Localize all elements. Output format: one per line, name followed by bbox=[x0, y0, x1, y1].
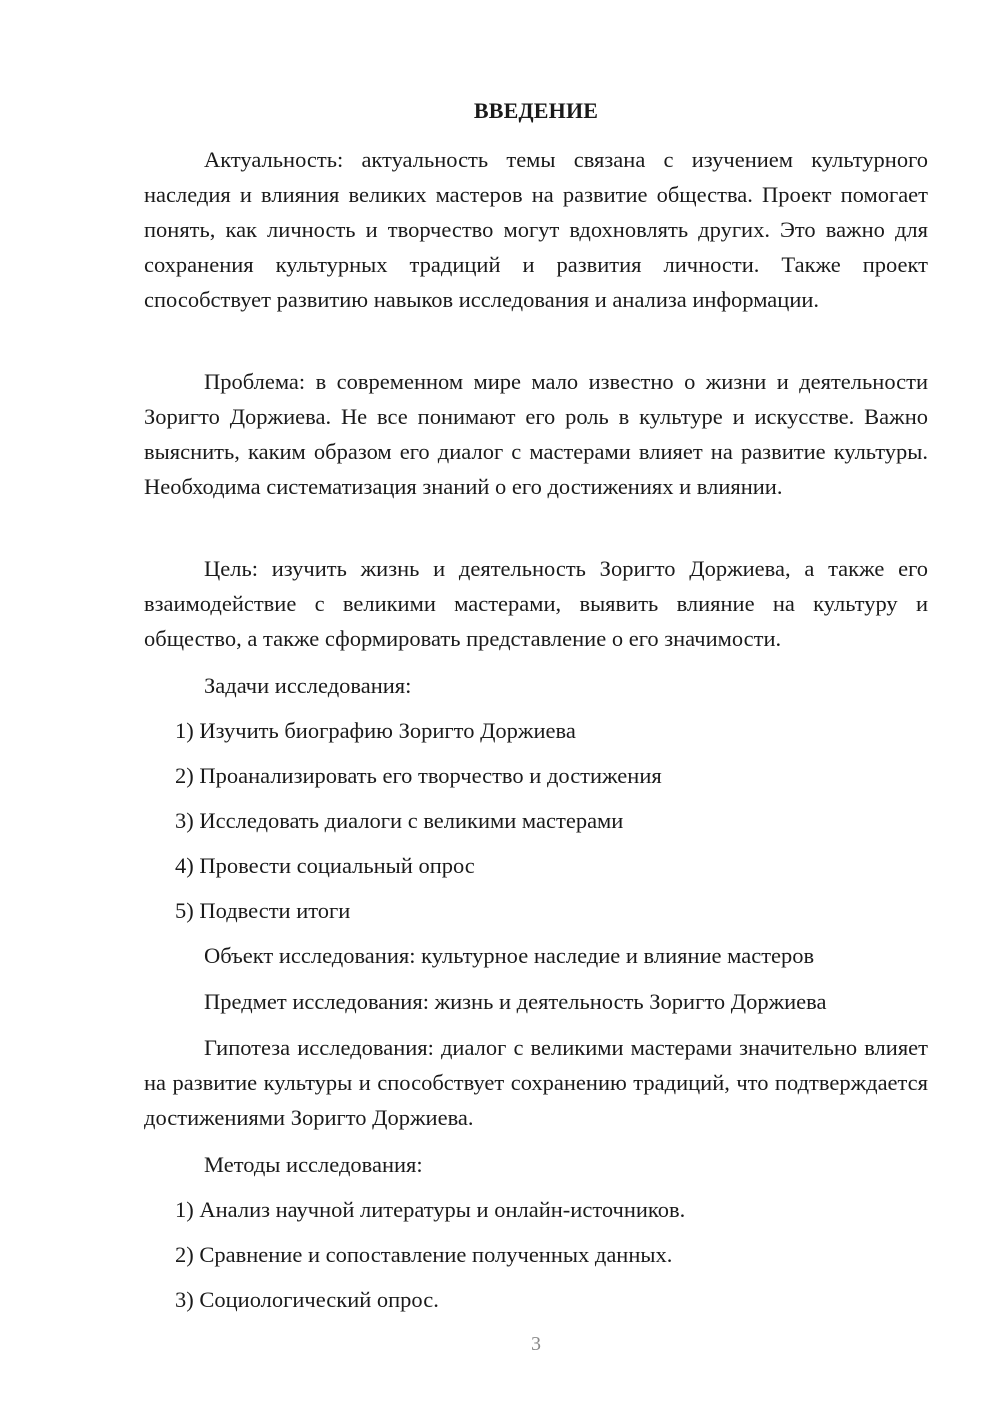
relevance-paragraph: Актуальность: актуальность темы связана с изучением культурного наследия и влияния великих мастеров на развитие общества. Проект помогает понять, как личность и творчество могут вдохновлять других. Это важно для сохранения культурных традиций и развития личности. Также проект способствует развитию навыков исследования и анализа информации. bbox=[144, 147, 928, 312]
page-title: ВВЕДЕНИЕ bbox=[473, 98, 599, 123]
task-item: 1) Изучить биографию Зоригто Доржиева bbox=[175, 718, 576, 743]
task-item: 2) Проанализировать его творчество и достижения bbox=[175, 763, 662, 788]
object-statement: Объект исследования: культурное наследие и влияние мастеров bbox=[204, 943, 815, 968]
page-number: 3 bbox=[531, 1333, 541, 1355]
method-item: 2) Сравнение и сопоставление полученных данных. bbox=[175, 1242, 673, 1267]
method-item: 1) Анализ научной литературы и онлайн-источников. bbox=[175, 1197, 686, 1222]
methods-heading: Методы исследования: bbox=[204, 1152, 423, 1177]
task-item: 4) Провести социальный опрос bbox=[175, 853, 475, 878]
subject-statement: Предмет исследования: жизнь и деятельность Зоригто Доржиева bbox=[204, 989, 827, 1014]
method-item: 3) Социологический опрос. bbox=[175, 1287, 439, 1312]
hypothesis-paragraph: Гипотеза исследования: диалог с великими мастерами значительно влияет на развитие культуры и способствует сохранению традиций, что подтверждается достижениями Зоригто Доржиева. bbox=[144, 1035, 928, 1130]
goal-paragraph: Цель: изучить жизнь и деятельность Зоригто Доржиева, а также его взаимодействие с великими мастерами, выявить влияние на культуру и общество, а также сформировать представление о его значимости. bbox=[144, 556, 928, 651]
problem-paragraph: Проблема: в современном мире мало известно о жизни и деятельности Зоригто Доржиева. Не все понимают его роль в культуре и искусстве. Важно выяснить, каким образом его диалог с мастерами влияет на развитие культуры. Необходима систематизация знаний о его достижениях и влиянии. bbox=[144, 369, 928, 499]
task-item: 3) Исследовать диалоги с великими мастерами bbox=[175, 808, 624, 833]
tasks-heading: Задачи исследования: bbox=[204, 673, 412, 698]
task-item: 5) Подвести итоги bbox=[175, 898, 351, 923]
